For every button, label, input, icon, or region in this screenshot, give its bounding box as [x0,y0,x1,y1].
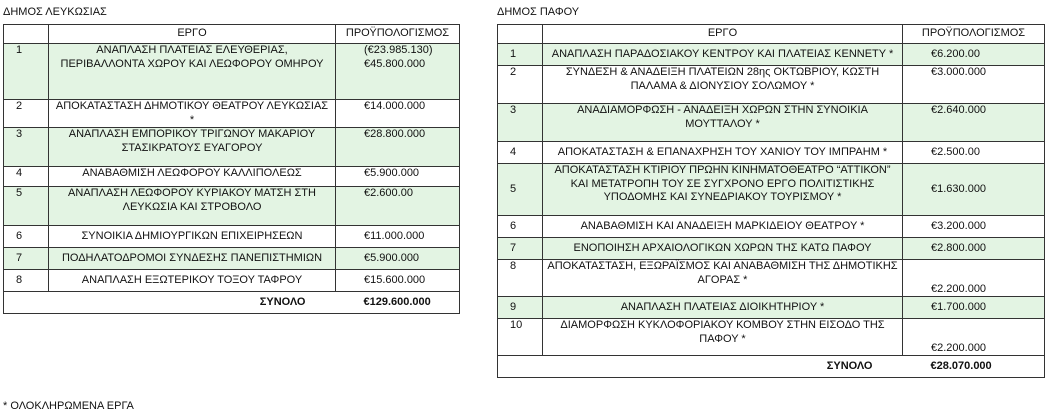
table-row [498,238,1045,260]
row-project: ΑΝΑΠΛΑΣΗ ΠΑΡΑΔΟΣΙΑΚΟΥ ΚΕΝΤΡΟΥ ΚΑΙ ΠΛΑΤΕΙΑΣ ΚΕΝΝΕΤΥ * [543,44,903,66]
table-row [498,142,1045,164]
row-number: 6 [4,226,49,248]
row-number: 2 [498,66,543,104]
paphos-projects-table [497,24,1045,378]
row-project: ΠΟΔΗΛΑΤΟΔΡΟΜΟΙ ΣΥΝΔΕΣΗΣ ΠΑΝΕΠΙΣΤΗΜΙΩΝ [49,248,336,270]
row-project: ΑΝΑΒΑΘΜΙΣΗ ΛΕΩΦΟΡΟΥ ΚΑΛΛΙΠΟΛΕΩΣ [49,167,336,187]
table-row [498,260,1045,297]
row-budget: €2.800.000 [903,238,1045,260]
row-budget: €2.200.000 [903,260,1045,297]
table-row [498,319,1045,356]
row-project: ΑΠΟΚΑΤΑΣΤΑΣΗ & ΕΠΑΝΑΧΡΗΣΗ ΤΟΥ ΧΑΝΙΟΥ ΤΟΥ ΙΜΠΡΑΗΜ * [543,142,903,164]
row-project: ΑΝΑΔΙΑΜΟΡΦΩΣΗ - ΑΝΑΔΕΙΞΗ ΧΩΡΩΝ ΣΤΗΝ ΣΥΝΟΙΚΙΑ ΜΟΥΤΤΑΛΟΥ * [543,104,903,142]
header-number [4,25,49,44]
row-number: 7 [4,248,49,270]
table-row [498,44,1045,66]
row-number: 5 [498,164,543,216]
total-label: ΣΥΝΟΛΟ [4,292,336,314]
row-number: 2 [4,100,49,128]
table-row [4,100,460,128]
table-row [4,270,460,292]
row-number: 10 [498,319,543,356]
row-project: ΔΙΑΜΟΡΦΩΣΗ ΚΥΚΛΟΦΟΡΙΑΚΟΥ ΚΟΜΒΟΥ ΣΤΗΝ ΕΙΣΟΔΟ ΤΗΣ ΠΑΦΟΥ * [543,319,903,356]
row-project: ΣΥΝΔΕΣΗ & ΑΝΑΔΕΙΞΗ ΠΛΑΤΕΙΩΝ 28ης ΟΚΤΩΒΡΙΟΥ, ΚΩΣΤΗ ΠΑΛΑΜΑ & ΔΙΟΝΥΣΙΟΥ ΣΟΛΩΜΟΥ * [543,66,903,104]
row-project: ΑΝΑΠΛΑΣΗ ΠΛΑΤΕΙΑΣ ΕΛΕΥΘΕΡΙΑΣ, ΠΕΡΙΒΑΛΛΟΝΤΑ ΧΩΡΟΥ ΚΑΙ ΛΕΩΦΟΡΟΥ ΟΜΗΡΟΥ [49,44,336,100]
footnote-completed-projects: * ΟΛΟΚΛΗΡΩΜΕΝΑ ΕΡΓΑ [3,400,134,412]
row-project: ΕΝΟΠΟΙΗΣΗ ΑΡΧΑΙΟΛΟΓΙΚΩΝ ΧΩΡΩΝ ΤΗΣ ΚΑΤΩ ΠΑΦΟΥ [543,238,903,260]
table-row [498,66,1045,104]
table-row [498,104,1045,142]
row-project: ΑΝΑΠΛΑΣΗ ΠΛΑΤΕΙΑΣ ΔΙΟΙΚΗΤΗΡΙΟΥ * [543,297,903,319]
row-budget: €6.200.00 [903,44,1045,66]
table-row [4,248,460,270]
row-number: 6 [498,216,543,238]
header-budget: ΠΡΟΫΠΟΛΟΓΙΣΜΟΣ [903,25,1045,44]
table-row [498,297,1045,319]
row-number: 1 [4,44,49,100]
row-budget: €5.900.000 [336,248,460,270]
row-budget: €3.000.000 [903,66,1045,104]
row-number: 8 [498,260,543,297]
row-number: 3 [4,128,49,167]
row-number: 1 [498,44,543,66]
header-project: ΕΡΓΟ [49,25,336,44]
row-project: ΑΠΟΚΑΤΑΣΤΑΣΗ ΚΤΙΡΙΟΥ ΠΡΩΗΝ ΚΙΝΗΜΑΤΟΘΕΑΤΡΟ “ΑΤΤΙΚΟΝ” ΚΑΙ ΜΕΤΑΤΡΟΠΗ ΤΟΥ ΣΕ ΣΥΓΧΡΟΝΟ ΕΡΓΟ ΠΟΛΙΤΙΣΤΙΚΗΣ ΥΠΟΔΟΜΗΣ ΚΑΙ ΣΥΝΕΔΡΙΑΚΟΥ ΤΟΥΡΙΣΜΟΥ * [543,164,903,216]
section-title: ΔΗΜΟΣ ΛΕΥΚΩΣΙΑΣ [3,6,107,18]
row-budget: €2.500.00 [903,142,1045,164]
table-row [4,187,460,226]
total-row [498,356,1045,378]
total-row [4,292,460,314]
header-number [498,25,543,44]
paphos-projects-section [497,5,1044,378]
row-budget: €15.600.000 [336,270,460,292]
nicosia-projects-section [3,5,459,314]
header-budget: ΠΡΟΫΠΟΛΟΓΙΣΜΟΣ [336,25,460,44]
total-budget: €28.070.000 [903,356,1045,378]
row-budget: €14.000.000 [336,100,460,128]
row-budget: €3.200.000 [903,216,1045,238]
row-budget: €11.000.000 [336,226,460,248]
table-row [4,226,460,248]
row-budget: €5.900.000 [336,167,460,187]
row-project: ΑΝΑΠΛΑΣΗ ΕΞΩΤΕΡΙΚΟΥ ΤΟΞΟΥ ΤΑΦΡΟΥ [49,270,336,292]
row-number: 8 [4,270,49,292]
row-project: ΑΝΑΠΛΑΣΗ ΕΜΠΟΡΙΚΟΥ ΤΡΙΓΩΝΟΥ ΜΑΚΑΡΙΟΥ ΣΤΑΣΙΚΡΑΤΟΥΣ ΕΥΑΓΟΡΟΥ [49,128,336,167]
table-row [498,216,1045,238]
row-budget: €2.640.000 [903,104,1045,142]
table-row [4,167,460,187]
row-number: 3 [498,104,543,142]
table-header [498,25,1045,44]
row-budget: €1.630.000 [903,164,1045,216]
row-project: ΑΝΑΒΑΘΜΙΣΗ ΚΑΙ ΑΝΑΔΕΙΞΗ ΜΑΡΚΙΔΕΙΟΥ ΘΕΑΤΡΟΥ * [543,216,903,238]
table-row [4,44,460,100]
header-project: ΕΡΓΟ [543,25,903,44]
row-project: ΑΠΟΚΑΤΑΣΤΑΣΗ ΔΗΜΟΤΙΚΟΥ ΘΕΑΤΡΟΥ ΛΕΥΚΩΣΙΑΣ * [49,100,336,128]
table-header [4,25,460,44]
row-number: 9 [498,297,543,319]
row-budget: (€23.985.130) €45.800.000 [336,44,460,100]
row-number: 4 [498,142,543,164]
row-budget: €28.800.000 [336,128,460,167]
row-number: 5 [4,187,49,226]
section-title: ΔΗΜΟΣ ΠΑΦΟΥ [497,6,580,18]
row-project: ΣΥΝΟΙΚΙΑ ΔΗΜΙΟΥΡΓΙΚΩΝ ΕΠΙΧΕΙΡΗΣΕΩΝ [49,226,336,248]
table-row [498,164,1045,216]
total-label: ΣΥΝΟΛΟ [498,356,903,378]
row-budget: €2.600.00 [336,187,460,226]
row-project: ΑΝΑΠΛΑΣΗ ΛΕΩΦΟΡΟΥ ΚΥΡΙΑΚΟΥ ΜΑΤΣΗ ΣΤΗ ΛΕΥΚΩΣΙΑ ΚΑΙ ΣΤΡΟΒΟΛΟ [49,187,336,226]
row-number: 7 [498,238,543,260]
row-project: ΑΠΟΚΑΤΑΣΤΑΣΗ, ΕΞΩΡΑΪΣΜΟΣ ΚΑΙ ΑΝΑΒΑΘΜΙΣΗ ΤΗΣ ΔΗΜΟΤΙΚΗΣ ΑΓΟΡΑΣ * [543,260,903,297]
table-row [4,128,460,167]
nicosia-projects-table [3,24,460,314]
row-budget: €1.700.000 [903,297,1045,319]
row-budget: €2.200.000 [903,319,1045,356]
row-number: 4 [4,167,49,187]
total-budget: €129.600.000 [336,292,460,314]
